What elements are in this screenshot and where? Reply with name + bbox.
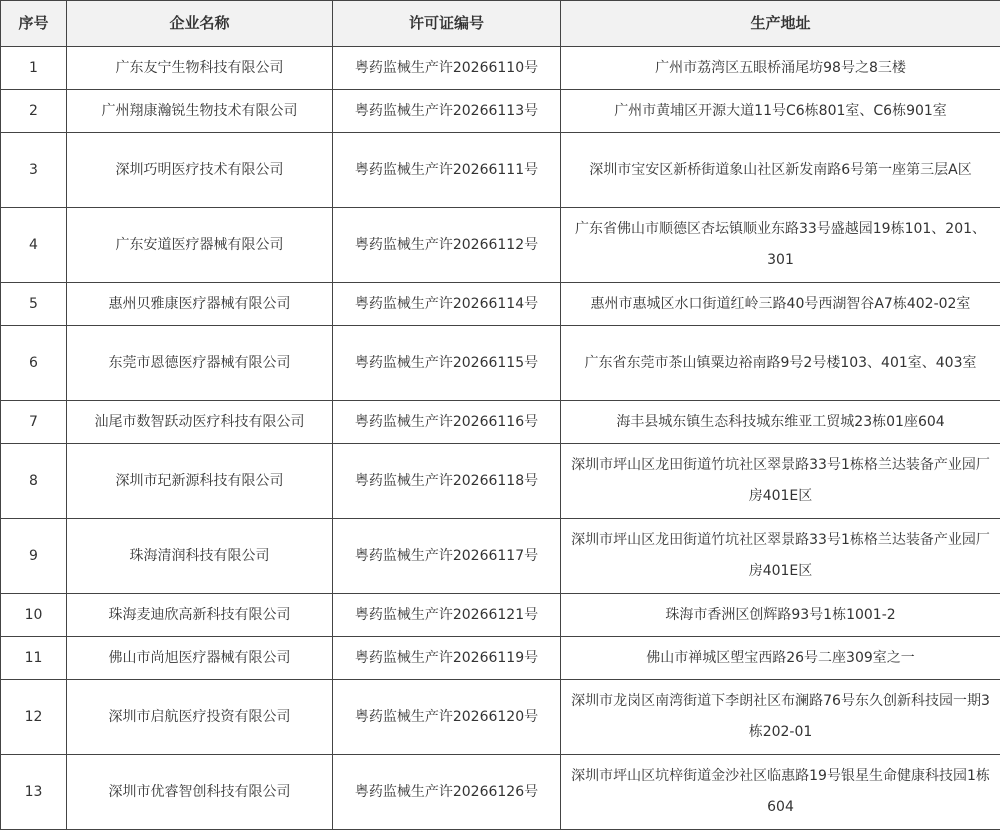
cell-license-number: 粤药监械生产许20266119号 — [333, 637, 561, 680]
cell-no: 3 — [1, 133, 67, 208]
table-row — [1, 680, 1000, 755]
cell-production-address: 珠海市香洲区创辉路93号1栋1001-2 — [561, 594, 1000, 637]
table-row — [1, 326, 1000, 401]
cell-production-address: 广东省东莞市茶山镇粟边裕南路9号2号楼103、401室、403室 — [561, 326, 1000, 401]
cell-company-name: 汕尾市数智跃动医疗科技有限公司 — [67, 401, 333, 444]
table-row — [1, 637, 1000, 680]
cell-production-address: 深圳市坪山区坑梓街道金沙社区临惠路19号银星生命健康科技园1栋604 — [561, 755, 1000, 830]
cell-company-name: 深圳市启航医疗投资有限公司 — [67, 680, 333, 755]
cell-license-number: 粤药监械生产许20266121号 — [333, 594, 561, 637]
cell-company-name: 广东友宁生物科技有限公司 — [67, 47, 333, 90]
table-row — [1, 283, 1000, 326]
table-row — [1, 47, 1000, 90]
cell-license-number: 粤药监械生产许20266113号 — [333, 90, 561, 133]
cell-no: 5 — [1, 283, 67, 326]
cell-no: 10 — [1, 594, 67, 637]
cell-company-name: 深圳市优睿智创科技有限公司 — [67, 755, 333, 830]
cell-company-name: 深圳巧明医疗技术有限公司 — [67, 133, 333, 208]
header-company-name: 企业名称 — [67, 1, 333, 47]
table-row — [1, 519, 1000, 594]
cell-company-name: 广东安道医疗器械有限公司 — [67, 208, 333, 283]
cell-no: 7 — [1, 401, 67, 444]
cell-no: 2 — [1, 90, 67, 133]
table-row — [1, 90, 1000, 133]
cell-no: 1 — [1, 47, 67, 90]
cell-company-name: 佛山市尚旭医疗器械有限公司 — [67, 637, 333, 680]
cell-company-name: 深圳市玘新源科技有限公司 — [67, 444, 333, 519]
cell-license-number: 粤药监械生产许20266114号 — [333, 283, 561, 326]
header-license-number: 许可证编号 — [333, 1, 561, 47]
table-row — [1, 208, 1000, 283]
cell-production-address: 深圳市坪山区龙田街道竹坑社区翠景路33号1栋格兰达装备产业园厂房401E区 — [561, 519, 1000, 594]
table-row — [1, 755, 1000, 830]
cell-production-address: 深圳市坪山区龙田街道竹坑社区翠景路33号1栋格兰达装备产业园厂房401E区 — [561, 444, 1000, 519]
cell-license-number: 粤药监械生产许20266116号 — [333, 401, 561, 444]
cell-company-name: 东莞市恩德医疗器械有限公司 — [67, 326, 333, 401]
header-production-address: 生产地址 — [561, 1, 1000, 47]
table-row — [1, 594, 1000, 637]
cell-production-address: 深圳市宝安区新桥街道象山社区新发南路6号第一座第三层A区 — [561, 133, 1000, 208]
cell-company-name: 珠海清润科技有限公司 — [67, 519, 333, 594]
cell-license-number: 粤药监械生产许20266110号 — [333, 47, 561, 90]
header-no: 序号 — [1, 1, 67, 47]
cell-license-number: 粤药监械生产许20266111号 — [333, 133, 561, 208]
cell-no: 9 — [1, 519, 67, 594]
table-header-row — [1, 1, 1000, 47]
cell-no: 13 — [1, 755, 67, 830]
cell-production-address: 海丰县城东镇生态科技城东维亚工贸城23栋01座604 — [561, 401, 1000, 444]
cell-production-address: 惠州市惠城区水口街道红岭三路40号西湖智谷A7栋402-02室 — [561, 283, 1000, 326]
cell-license-number: 粤药监械生产许20266120号 — [333, 680, 561, 755]
table-row — [1, 401, 1000, 444]
cell-license-number: 粤药监械生产许20266117号 — [333, 519, 561, 594]
cell-license-number: 粤药监械生产许20266115号 — [333, 326, 561, 401]
cell-license-number: 粤药监械生产许20266118号 — [333, 444, 561, 519]
cell-no: 12 — [1, 680, 67, 755]
table-row — [1, 133, 1000, 208]
cell-production-address: 广东省佛山市顺德区杏坛镇顺业东路33号盛越园19栋101、201、301 — [561, 208, 1000, 283]
cell-company-name: 惠州贝雅康医疗器械有限公司 — [67, 283, 333, 326]
cell-license-number: 粤药监械生产许20266112号 — [333, 208, 561, 283]
cell-production-address: 深圳市龙岗区南湾街道下李朗社区布澜路76号东久创新科技园一期3栋202-01 — [561, 680, 1000, 755]
table-row — [1, 444, 1000, 519]
cell-license-number: 粤药监械生产许20266126号 — [333, 755, 561, 830]
cell-no: 4 — [1, 208, 67, 283]
cell-no: 8 — [1, 444, 67, 519]
cell-no: 6 — [1, 326, 67, 401]
cell-company-name: 广州翔康瀚锐生物技术有限公司 — [67, 90, 333, 133]
cell-no: 11 — [1, 637, 67, 680]
cell-company-name: 珠海麦迪欣高新科技有限公司 — [67, 594, 333, 637]
cell-production-address: 佛山市禅城区塱宝西路26号二座309室之一 — [561, 637, 1000, 680]
cell-production-address: 广州市黄埔区开源大道11号C6栋801室、C6栋901室 — [561, 90, 1000, 133]
cell-production-address: 广州市荔湾区五眼桥涌尾坊98号之8三楼 — [561, 47, 1000, 90]
